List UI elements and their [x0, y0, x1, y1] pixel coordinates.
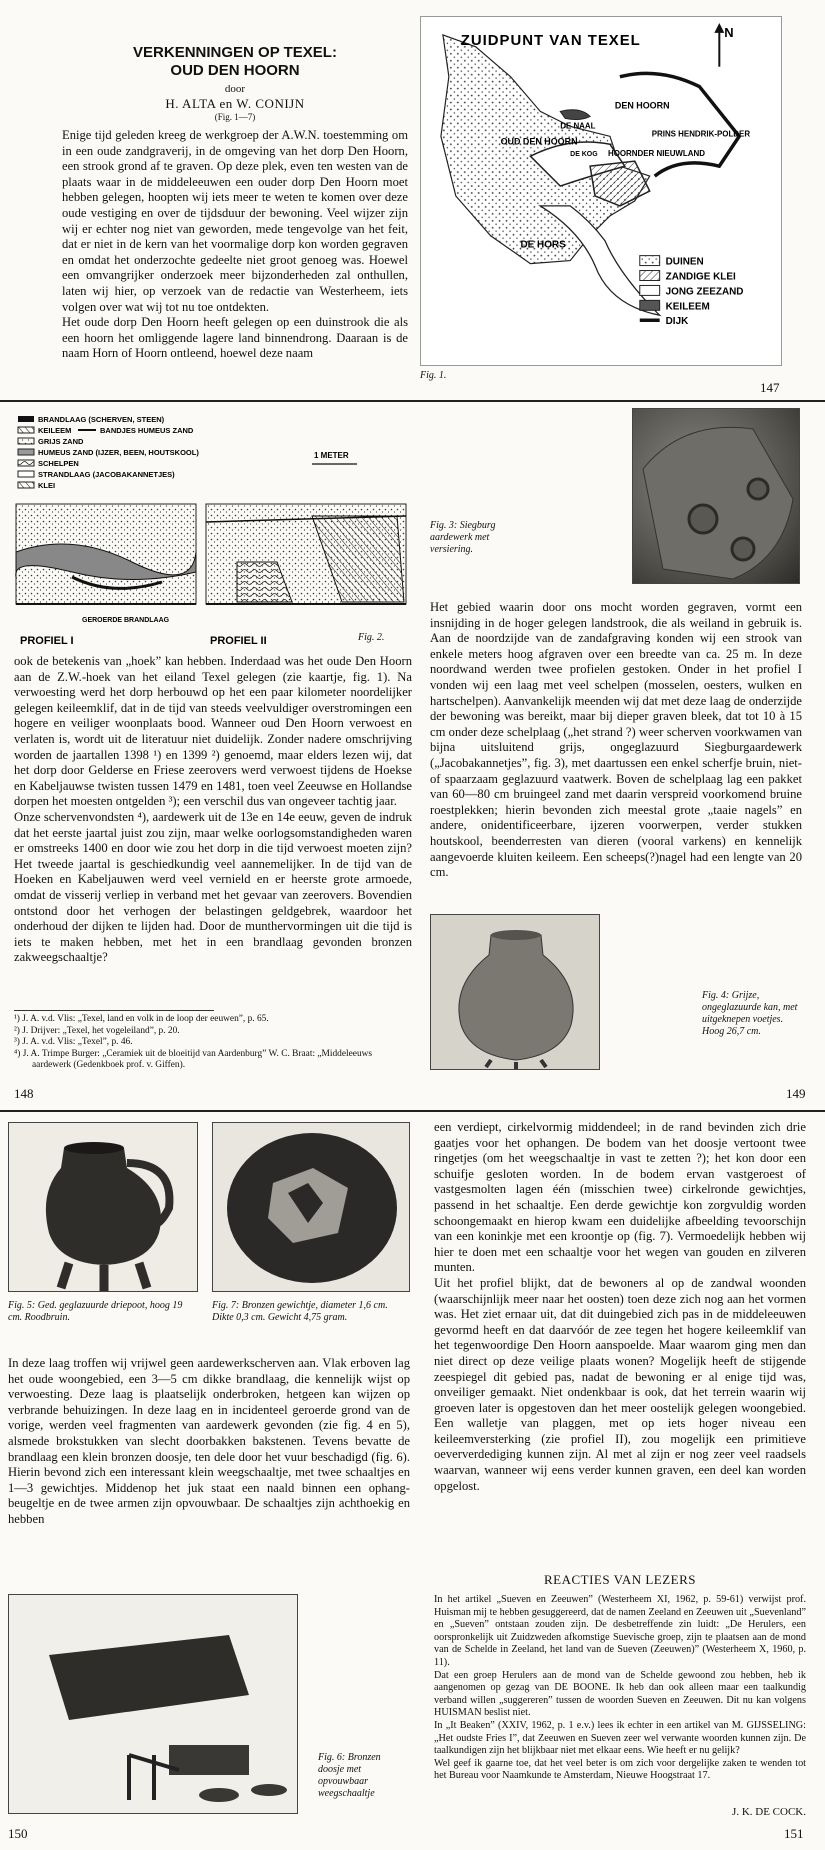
fig6-caption: Fig. 6: Bronzen doosje met opvouwbaar weegschaaltje	[318, 1752, 381, 1799]
page-148-149	[0, 402, 825, 1110]
footnote: ²) J. Drijver: „Texel, het vogeleiland”, p. 20.	[14, 1025, 180, 1036]
article-header	[62, 44, 408, 123]
profile-2-label: PROFIEL II	[210, 635, 267, 647]
map-label: DE HORS	[520, 239, 566, 251]
page-number: 149	[786, 1086, 806, 1101]
legend-item: HUMEUS ZAND (IJZER, BEEN, HOUTSKOOL)	[38, 448, 199, 457]
profile-2-drawing	[206, 504, 406, 604]
figure-reference: (Fig. 1—7)	[214, 112, 256, 122]
page-number: 150	[8, 1826, 28, 1841]
page-147	[0, 0, 825, 400]
legend-item: SCHELPEN	[38, 459, 79, 468]
article-authors: H. ALTA en W. CONIJN	[165, 96, 305, 111]
profile-1-drawing	[16, 504, 196, 604]
article-intro	[62, 128, 408, 362]
fig5-caption: Fig. 5: Ged. geglazuurde driepoot, hoog 19 cm. Roodbruin.	[8, 1300, 183, 1323]
paragraph: ook de betekenis van „hoek” kan hebben. Inderdaad was het oude Den Hoorn aan de Z.W.-hoek van het eiland Texel gelegen (zie kaartje, fig. 1). Na verwoesting werd het dorp herbouwd op het een paar kilometer noordelijker gelegen keileemklif, dat in de tijd van steeds veelvuldiger overstromingen een hogere en veiliger woonplaats bood. Wanneer oud Den Hoorn verwoest en verlaten is, wordt uit de literatuur niet duidelijk. Zonder nadere omschrijving worden de jaartallen 1398 ¹) en 1399 ²) genoemd, maar elders lezen wij, dat het dorp door Gelderse en Friese zeerovers werd verwoest tijdens de Hoekse en Kabeljauwse twisten tussen 1479 en 1481, toen veel Zeeuwse en Hollandse dorpen het moesten ontgelden ³); een verschil dus van ongeveer tachtig jaar.	[14, 654, 412, 809]
fig2-profiles	[12, 412, 412, 652]
footnotes	[14, 1014, 412, 1072]
legend-item: KLEI	[38, 481, 56, 490]
fig3-photo-siegburg-sherd	[632, 408, 800, 584]
map-title: ZUIDPUNT VAN TEXEL	[460, 32, 641, 49]
fig1-caption: Fig. 1.	[420, 370, 447, 381]
fig3-caption: Fig. 3: Siegburg aardewerk met versiering.	[430, 520, 496, 555]
page-number: 148	[14, 1086, 34, 1101]
paragraph: Dat een groep Herulers aan de mond van de Schelde gewoond zou hebben, heb ik aangenomen op gezag van DE BOONE. Ik heb dan ook alleen maar een taalkundig verband willen „suggereren” tussen de woorden Sueven en Zeeuwen. Dit nu kan volgens HUISMAN beslist niet.	[434, 1669, 806, 1719]
scale-label: 1 METER	[314, 451, 349, 460]
weight-image	[213, 1123, 411, 1293]
fig7-photo-weight	[212, 1122, 410, 1292]
paragraph: Enige tijd geleden kreeg de werkgroep der A.W.N. toestemming om in een oude zandgraverij, in de omgeving van het dorp Den Hoorn, een strook grond af te graven. Op deze plek, even ten westen van de plaats waar in de middeleeuwen een ouder dorp Den Hoorn moet hebben gelegen, hoopten wij iets meer te weten te komen over deze oude vestiging en over de tijdsduur der bewoning. Veel wijzer zijn wij er echter nog niet van geworden, mede tengevolge van het feit, dat er niet in de kern van het voormalige dorp kon worden gegraven en omdat het onderzochte gedeelte niet groot genoeg was. Hoewel een omvangrijker onderzoek meer bijzonderheden zal onthullen, laten wij hier, op verzoek van de redactie van Westerheem, iets volgen over wat wij tot nu toe ontdekten.	[62, 128, 408, 314]
paragraph: Wel geef ik gaarne toe, dat het veel beter is om zich voor dergelijke zaken te wenden tot het Bureau voor Naamkunde te Amsterdam, Nieuwe Hoogstraat 17.	[434, 1757, 806, 1782]
reacties-title: REACTIES VAN LEZERS	[543, 1572, 697, 1587]
texel-map	[420, 16, 782, 366]
page-150-151	[0, 1112, 825, 1850]
paragraph: een verdiept, cirkelvormig middendeel; in de rand bevinden zich drie gaatjes voor het ophangen. De bodem van het doosje vertoont twee ringetjes (om het weegschaaltje in vast te zetten ?); het kon door een schuifje gesloten worden. In de bodem ervan vastgeroest of vastgesmolten lagen één (misschien twee) cirkelronde gewichtjes, passend in het schaaltje. Een derde gewichtje kon zorgvuldig worden schoongemaakt en hierop kwam een duidelijke afbeelding tevoorschijn van een koninkje met een kroontje op (fig. 7). Vermoedelijk hebben wij hier te doen met een schaaltje voor het wegen van gouden en zilveren munten.	[434, 1120, 806, 1275]
signature: J. K. DE COCK.	[732, 1806, 806, 1818]
bronze-box-image	[9, 1595, 299, 1815]
footnote: ⁴) J. A. Trimpe Burger: „Ceramiek uit de bloeitijd van Aardenburg” W. C. Braat: „Middeleeuws aardewerk (Gedenkboek prof. v. Giffen).	[14, 1048, 373, 1071]
page-149-text: Het gebied waarin door ons mocht worden gegraven, vormt een insnijding in de hoger gelegen landstrook, die als weiland in gebruik is. Aan de noordzijde van de zandafgraving konden wij een strook van enkele meters hoog afgraven over een breedte van ca. 25 m. In deze noordwand werden twee profielen gestoken. Onder in het profiel I vonden wij een laag met veel schelpen (mosselen, oesters, wulken en hartschelpen). Aanvankelijk meenden wij dat met deze laag de onderzijde der bewoning was bereikt, maar bij dieper graven bleek, dat tot 10 à 15 cm onder deze schelplaag („het strand ?) weer scherven voorkwamen van bijna uitsluitend grijs, ongeglazuurd Siegburgaardewerk („Jacobakannetjes”, fig. 3), met daartussen een enkel scherfje bruin, niet- of spaarzaam geglazuurd vaatwerk. Boven de schelplaag lag een pakket van 60—80 cm bruingeel zand met daarin verspreid voorkomend bruine roestplekken; hierin bevonden zich meestal grote „taaie nagels” en andere, onidentificeerbare, ijzeren voorwerpen, verder stukken houtskool, beenderresten van dieren (vooral varkens) en kennelijk aangevoerde kluiten keileem. Een scheeps(?)nagel had een lengte van 20 cm.	[430, 600, 802, 880]
legend-item: STRANDLAAG (JACOBAKANNETJES)	[38, 470, 175, 479]
page-number: 151	[784, 1826, 804, 1841]
profile-diagram	[12, 412, 412, 652]
article-title-line2: OUD DEN HOORN	[170, 62, 300, 79]
tripod-image	[9, 1123, 199, 1293]
legend-item: GRIJS ZAND	[38, 437, 84, 446]
reacties-text	[434, 1594, 806, 1783]
paragraph: Het oude dorp Den Hoorn heeft gelegen op een duinstrook die als een hoorn het omliggende lagere land binnendrong. Daaraan is de naam Horn of Hoorn ontleend, hoewel deze naam	[62, 315, 408, 361]
legend-item: BRANDLAAG (SCHERVEN, STEEN)	[38, 415, 165, 424]
fig5-photo-tripod	[8, 1122, 198, 1292]
fig4-caption: Fig. 4: Grijze, ongeglazuurde kan, met uitgeknepen voetjes. Hoog 26,7 cm.	[702, 990, 798, 1037]
legend-item: DIJK	[665, 316, 689, 328]
legend-item: KEILEEM	[38, 426, 72, 435]
map-label: PRINS HENDRIK-POLDER	[651, 129, 751, 139]
legend-item: ZANDIGE KLEI	[665, 271, 736, 283]
footnote: ¹) J. A. v.d. Vlis: „Texel, land en volk in de loop der eeuwen”, p. 65.	[14, 1014, 269, 1024]
door-label: door	[224, 83, 246, 95]
legend-item: KEILEEM	[665, 301, 710, 313]
page-number: 147	[760, 380, 780, 395]
legend-item: BANDJES HUMEUS ZAND	[100, 426, 194, 435]
map-label: DE NAAL	[560, 121, 596, 131]
fig4-photo-grey-jug	[430, 914, 600, 1070]
paragraph: In het artikel „Sueven en Zeeuwen” (Westerheem XI, 1962, p. 59-61) verwijst prof. Huisman mij te hebben gesuggereerd, dat de namen Zeeland en Zeeuwen uit „Suevenland” en „Sueven” ontstaan zouden zijn. De desbetreffende zin luidt: „De Herulers, een oorspronkelijk uit Zuidzweden afkomstige Suevische groep, zijn te plaatsen aan de mond van de Schelde in Zeeland, het land van de Sueven (Zeeuwen)” (Westerheem X, 1960, p. 11).	[434, 1594, 806, 1668]
page-148-text	[14, 654, 412, 966]
north-label: N	[724, 24, 734, 40]
map-label: DE KOG	[570, 151, 598, 159]
map-label: HOORNDER NIEUWLAND	[607, 149, 705, 159]
jug-image	[431, 915, 601, 1071]
article-title-line1: VERKENNINGEN OP TEXEL:	[133, 44, 337, 61]
burnt-layer-label: GEROERDE BRANDLAAG	[82, 617, 170, 624]
legend-item: JONG ZEEZAND	[665, 286, 744, 298]
fig2-caption: Fig. 2.	[358, 632, 385, 643]
page-150-text: In deze laag troffen wij vrijwel geen aardewerkscherven aan. Vlak erboven lag het oude woongebied, een 3—5 cm dikke brandlaag, die kennelijk wijst op verwoesting. Deze laag is plaatselijk onderbroken, hetgeen kan wijzen op verbrande behuizingen. In deze laag en in incidenteel geroerde grond van de vorige, werden veel fragmenten van aardewerk gevonden (zie fig. 4 en 5), alsmede brokstukken van slecht doorbakken bakstenen. Tevens bevatte de brandlaag een klein bronzen doosje, ten dele door het vuur beschadigd (fig. 6). Hierin bevond zich een interessant klein weegschaaltje, met twee schaaltjes en 1—3 gewichtjes. Middenop het juk staat een naald binnen een ophang-beugeltje en de twee armen zijn opvouwbaar. De schaaltjes zijn achthoekig en hebben	[8, 1356, 410, 1526]
page-151-text	[434, 1120, 806, 1494]
map-label: DEN HOORN	[614, 100, 670, 111]
fig6-photo-bronze-box	[8, 1594, 298, 1814]
map-label: OUD DEN HOORN	[500, 136, 578, 147]
paragraph: Onze schervenvondsten ⁴), aardewerk uit de 13e en 14e eeuw, geven de indruk dat het eerste jaartal juist zou zijn, maar welke oorlogsomstandigheden waren er omstreeks 1400 en door wie zou het dorp in die tijd verwoest moeten zijn? Het tweede jaartal is geschiedkundig veel aannemelijker. In de tijd van de Hoeken en Kabeljauwen werd veel vernield en er heerste grote armoede, omdat de visserij verliep in verband met het gevaar van zeerovers. Bovendien ontstond door het verhogen der belastingen geldgebrek, waardoor het onderhoud der dijken te lijden had. Door de munthervormingen uit die tijd is iets te maken hebben, met het in een brandlaag gevonden bronzen zakweegschaaltje?	[14, 809, 412, 965]
footnote: ³) J. A. v.d. Vlis: „Texel”, p. 46.	[14, 1037, 133, 1048]
sherd-image	[633, 409, 801, 585]
fig7-caption: Fig. 7: Bronzen gewichtje, diameter 1,6 cm. Dikte 0,3 cm. Gewicht 4,75 gram.	[212, 1300, 388, 1323]
legend-item: DUINEN	[665, 256, 704, 268]
paragraph: In „It Beaken” (XXIV, 1962, p. 1 e.v.) lees ik echter in een artikel van M. GIJSSELING: „Het oudste Fries I”, dat Zeeuwen en Sueven zeer wel verwante woorden kunnen zijn. De taalkundigen zijn het blijkbaar niet met elkaar eens. Wie heeft er nu gelijk?	[434, 1719, 806, 1757]
footnote-rule	[14, 1010, 214, 1011]
profile-1-label: PROFIEL I	[20, 635, 74, 647]
paragraph: Uit het profiel blijkt, dat de bewoners al op de zandwal woonden (waarschijnlijk meer naar het oosten) toen deze zich nog aan het vormen was. Het ziet ernaar uit, dat dit duingebied zich pas in de middeleeuwen gevormd heeft en dat daarvóór de zee tegen het hogere keileemklif van het tegenwoordige Den Hoorn aanspoelde. Maar waarom ging men dan niet direct op deze veilige plaats wonen? Mogelijk heeft de stijgende zeespiegel dit gebied pas, nadat de bewoning er al enige tijd was, onveiliger gemaakt. Niet ondenkbaar is ook, dat het terrein waarin wij groeven later is opgestoven dan het meer oostelijk gelegen woongebied. Een walletje van plaggen, met op iets hoger niveau een keileemversterking (zie profiel II), zou mogelijk een primitieve oeververdediging kunnen zijn. Al met al zijn er nog zeer veel raadsels waarvan, wanneer wij eens verder kunnen graven, een deel kan worden opgelost.	[434, 1275, 806, 1493]
